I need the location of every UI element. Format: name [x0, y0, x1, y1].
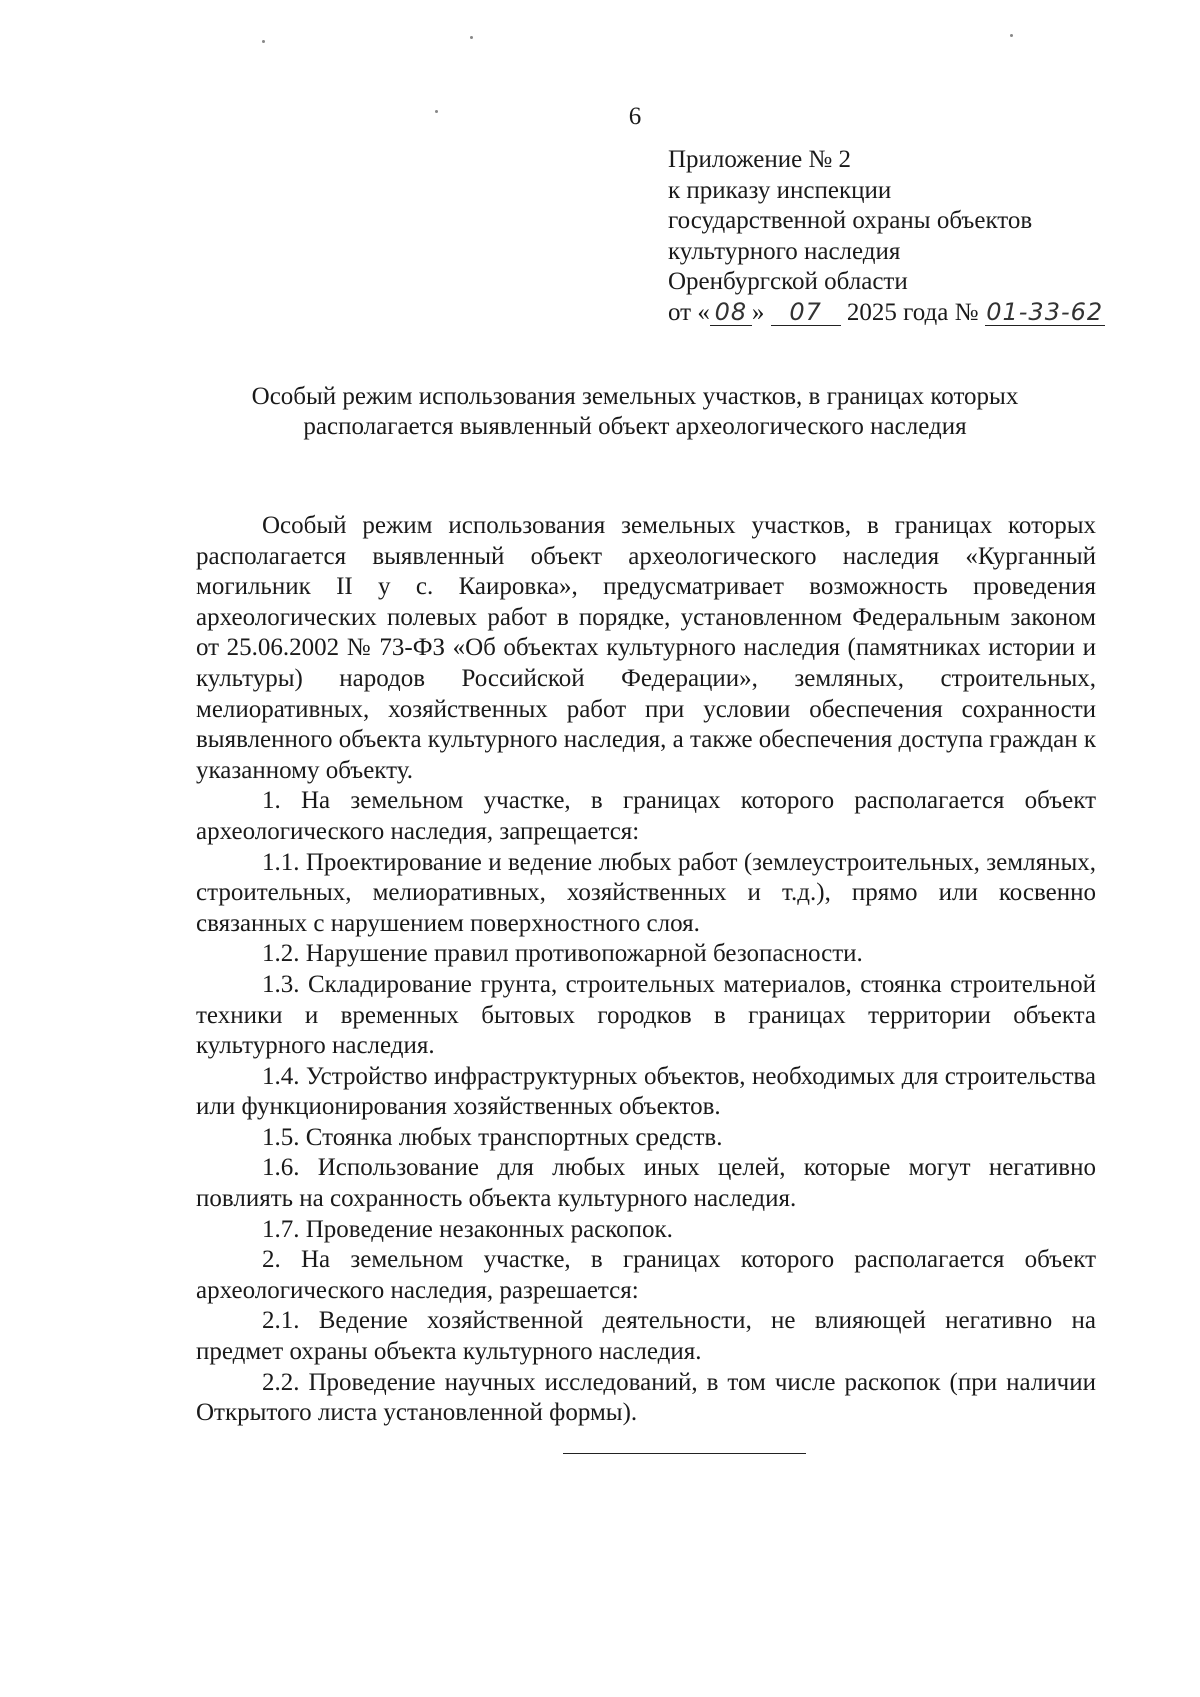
- document-title: [200, 382, 1070, 442]
- date-prefix: от «: [668, 298, 710, 326]
- handwritten-order-number: 01-33-62: [986, 297, 1104, 326]
- clause-2-2: 2.2. Проведение научных исследований, в том числе раскопок (при наличии Открытого листа установленной формы).: [196, 1368, 1096, 1427]
- clause-2-1: 2.1. Ведение хозяйственной деятельности, не влияющей негативно на предмет охраны объекта культурного наследия.: [196, 1307, 1096, 1366]
- scan-speck: [435, 110, 438, 113]
- date-mid: »: [751, 298, 765, 326]
- clause-1-7: 1.7. Проведение незаконных раскопок.: [262, 1215, 673, 1243]
- title-line: располагается выявленный объект археологического наследия: [303, 413, 967, 440]
- title-line: Особый режим использования земельных участков, в границах которых: [251, 383, 1019, 410]
- scan-speck: [470, 36, 473, 39]
- appendix-line: государственной охраны объектов: [668, 207, 1033, 235]
- page-number: 6: [628, 103, 642, 130]
- clause-1-1: 1.1. Проектирование и ведение любых работ (землеустроительных, земляных, строительных, мелиоративных, хозяйственных и т.д.), прямо или косвенно связанных с нарушением поверхностного слоя.: [196, 848, 1096, 937]
- end-divider: [563, 1453, 806, 1454]
- clause-1-3: 1.3. Складирование грунта, строительных материалов, стоянка строительной техники и временных бытовых городков в границах территории объекта культурного наследия.: [196, 970, 1096, 1060]
- appendix-line: Оренбургской области: [668, 268, 908, 296]
- clause-1-2: 1.2. Нарушение правил противопожарной безопасности.: [262, 940, 863, 968]
- scan-speck: [262, 40, 265, 43]
- clause-1-4: 1.4. Устройство инфраструктурных объектов, необходимых для строительства или функционирования хозяйственных объектов.: [196, 1062, 1096, 1121]
- document-body: [196, 511, 1096, 1429]
- year-text: 2025 года №: [846, 298, 979, 326]
- intro-paragraph: Особый режим использования земельных участков, в границах которых располагается выявленный объект археологического наследия «Курганный могильник II у с. Каировка», предусматривает возможность проведения археологических полевых работ в порядке, установленном Федеральным законом от 25.06.2002 № 73-ФЗ «Об объектах культурного наследия (памятниках истории и культуры) народов Российской Федерации», земляных, строительных, мелиоративных, хозяйственных работ при условии обеспечения сохранности выявленного объекта культурного наследия, а также обеспечения доступа граждан к указанному объекту.: [196, 512, 1096, 784]
- scan-speck: [1010, 34, 1013, 37]
- handwritten-month: 07: [771, 299, 841, 326]
- appendix-date-line: [668, 298, 1138, 329]
- handwritten-day: 08: [710, 299, 752, 326]
- appendix-line: Приложение № 2: [668, 146, 852, 173]
- clause-2: 2. На земельном участке, в границах которого располагается объект археологического наследия, разрешается:: [196, 1246, 1096, 1304]
- appendix-line: к приказу инспекции: [668, 176, 892, 204]
- clause-1-6: 1.6. Использование для любых иных целей, которые могут негативно повлиять на сохранность объекта культурного наследия.: [196, 1154, 1096, 1213]
- appendix-line: культурного наследия: [668, 237, 901, 265]
- clause-1: 1. На земельном участке, в границах которого располагается объект археологического наследия, запрещается:: [196, 787, 1096, 845]
- clause-1-5: 1.5. Стоянка любых транспортных средств.: [262, 1123, 723, 1151]
- appendix-header: [668, 145, 1138, 329]
